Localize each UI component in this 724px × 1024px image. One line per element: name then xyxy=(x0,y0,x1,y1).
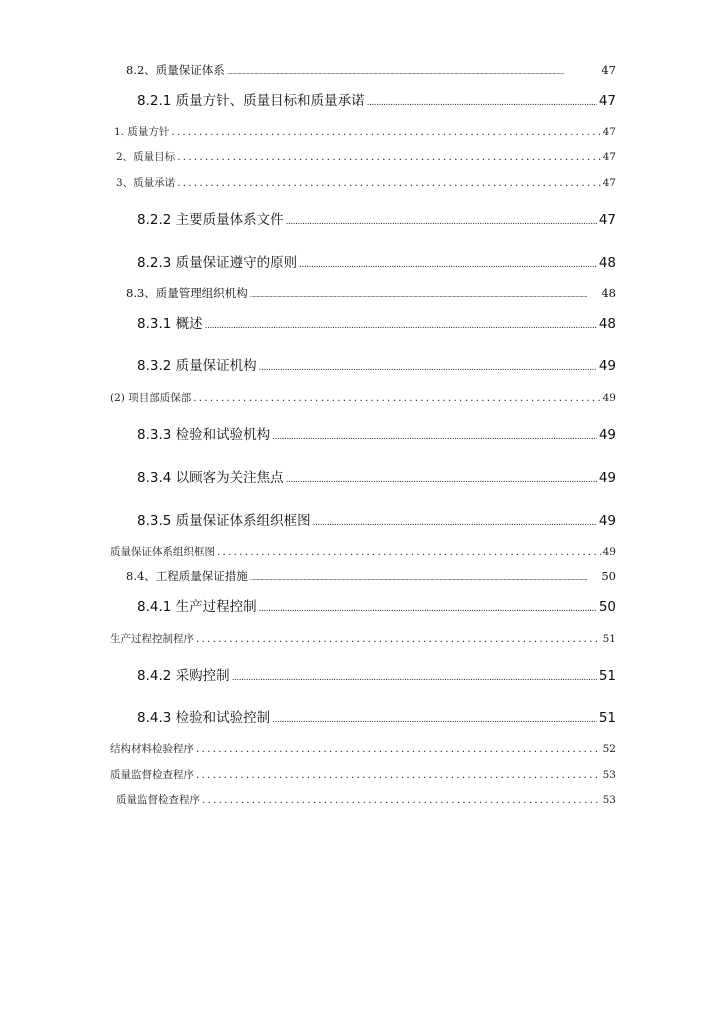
toc-entry-page: 51 xyxy=(598,710,616,726)
dot-leader xyxy=(250,292,600,299)
dot-leader xyxy=(259,363,597,373)
toc-entry-title: 8.3.5 质量保证体系组织框图 xyxy=(137,513,311,529)
toc-entry[interactable] xyxy=(137,595,616,615)
toc-entry-page: 47 xyxy=(602,151,616,163)
toc-entry-title: 8.4.3 检验和试验控制 xyxy=(137,710,271,726)
toc-entry-page: 48 xyxy=(598,316,616,332)
toc-entry-page: 50 xyxy=(601,569,616,583)
toc-entry-title: 8.4、工程质量保证措施 xyxy=(126,569,248,583)
toc-entry-title: 8.2.1 质量方针、质量目标和质量承诺 xyxy=(137,93,365,109)
toc-entry-page: 49 xyxy=(602,392,616,404)
dot-leader xyxy=(259,604,597,614)
toc-entry[interactable] xyxy=(126,285,616,301)
toc-entry-page: 48 xyxy=(601,286,616,300)
toc-entry-title: 8.4.1 生产过程控制 xyxy=(137,599,257,615)
toc-entry[interactable] xyxy=(110,631,616,646)
toc-entry[interactable] xyxy=(114,124,616,139)
toc-entry-page: 49 xyxy=(598,470,616,486)
toc-entry-page: 49 xyxy=(598,358,616,374)
toc-entry-page: 51 xyxy=(598,668,616,684)
toc-entry[interactable] xyxy=(110,741,616,756)
toc-entry[interactable] xyxy=(137,89,616,109)
toc-entry[interactable] xyxy=(110,767,616,782)
dot-leader xyxy=(196,769,601,781)
toc-entry-page: 50 xyxy=(598,599,616,615)
toc-entry-title: 质量保证体系组织框图 xyxy=(110,546,215,558)
toc-entry-page: 53 xyxy=(602,794,616,806)
toc-entry-title: 生产过程控制程序 xyxy=(110,633,194,645)
toc-entry[interactable] xyxy=(137,664,616,684)
toc-entry-title: 8.2、质量保证体系 xyxy=(126,63,225,77)
toc-entry-page: 47 xyxy=(602,177,616,189)
toc-entry[interactable] xyxy=(137,251,616,271)
dot-leader xyxy=(227,69,600,76)
toc-entry-page: 52 xyxy=(602,743,616,755)
dot-leader xyxy=(171,126,600,138)
toc-entry[interactable] xyxy=(110,390,616,405)
toc-entry[interactable] xyxy=(116,149,616,164)
toc-entry-page: 49 xyxy=(602,546,616,558)
dot-leader xyxy=(250,575,600,582)
toc-entry[interactable] xyxy=(137,208,616,228)
dot-leader xyxy=(272,715,597,725)
toc-entry-title: 结构材料检验程序 xyxy=(110,743,194,755)
dot-leader xyxy=(313,518,597,528)
dot-leader xyxy=(177,151,600,163)
dot-leader xyxy=(193,392,600,404)
dot-leader xyxy=(196,633,601,645)
dot-leader xyxy=(177,177,600,189)
toc-entry-title: 1. 质量方针 xyxy=(114,126,170,138)
toc-entry[interactable] xyxy=(110,544,616,559)
toc-entry[interactable] xyxy=(137,312,616,332)
toc-entry-page: 47 xyxy=(602,126,616,138)
toc-entry-title: 8.3.3 检验和试验机构 xyxy=(137,427,271,443)
toc-entry-title: 8.2.2 主要质量体系文件 xyxy=(137,212,284,228)
toc-entry[interactable] xyxy=(116,792,616,807)
dot-leader xyxy=(286,475,597,485)
toc-entry-title: 8.2.3 质量保证遵守的原则 xyxy=(137,255,298,271)
toc-entry-title: 2、质量目标 xyxy=(116,151,176,163)
toc-entry-title: 3、质量承诺 xyxy=(116,177,176,189)
dot-leader xyxy=(205,321,597,331)
toc-entry-title: (2) 项目部质保部 xyxy=(110,392,192,404)
toc-entry-title: 8.3、质量管理组织机构 xyxy=(126,286,248,300)
toc-entry-title: 8.3.1 概述 xyxy=(137,316,203,332)
toc-entry-page: 47 xyxy=(598,93,616,109)
dot-leader xyxy=(286,217,597,227)
toc-entry-title: 8.4.2 采购控制 xyxy=(137,668,230,684)
toc-entry[interactable] xyxy=(137,509,616,529)
toc-entry[interactable] xyxy=(137,706,616,726)
toc-entry[interactable] xyxy=(137,354,616,374)
dot-leader xyxy=(196,743,601,755)
toc-entry-page: 49 xyxy=(598,427,616,443)
toc-entry[interactable] xyxy=(137,466,616,486)
dot-leader xyxy=(272,432,597,442)
toc-entry-page: 47 xyxy=(601,63,616,77)
toc-entry-title: 8.3.2 质量保证机构 xyxy=(137,358,257,374)
toc-entry-page: 49 xyxy=(598,513,616,529)
toc-entry-title: 8.3.4 以顾客为关注焦点 xyxy=(137,470,284,486)
toc-entry[interactable] xyxy=(126,568,616,584)
dot-leader xyxy=(299,260,597,270)
toc-entry[interactable] xyxy=(126,62,616,78)
toc-entry[interactable] xyxy=(137,423,616,443)
toc-entry[interactable] xyxy=(116,175,616,190)
toc-entry-page: 51 xyxy=(602,633,616,645)
toc-entry-page: 53 xyxy=(602,769,616,781)
dot-leader xyxy=(232,673,597,683)
toc-entry-title: 质量监督检查程序 xyxy=(110,769,194,781)
dot-leader xyxy=(217,546,601,558)
dot-leader xyxy=(202,794,601,806)
dot-leader xyxy=(367,98,597,108)
toc-entry-page: 48 xyxy=(598,255,616,271)
toc-entry-page: 47 xyxy=(598,212,616,228)
toc-entry-title: 质量监督检查程序 xyxy=(116,794,200,806)
